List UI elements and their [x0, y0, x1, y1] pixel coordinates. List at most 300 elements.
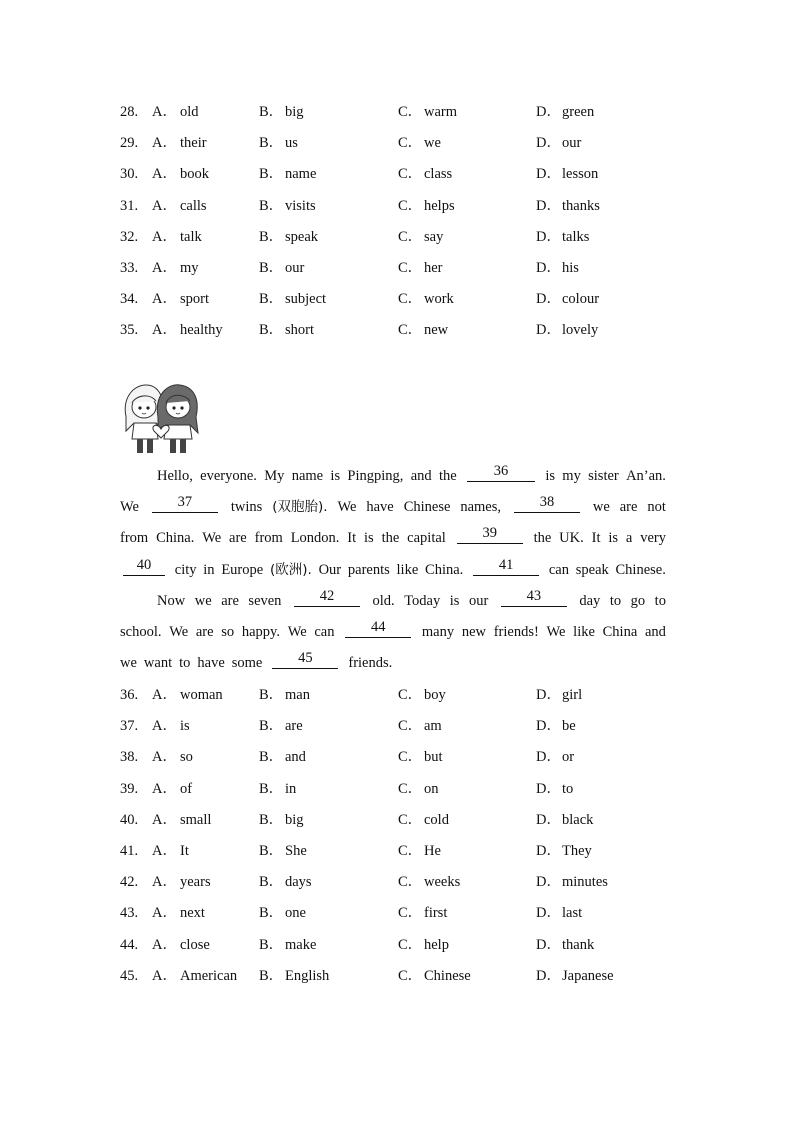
option-letter: D．	[536, 104, 561, 120]
option-text: last	[562, 905, 583, 922]
option-letter: A．	[152, 718, 177, 735]
option-letter: D．	[536, 687, 561, 703]
passage-word: like	[573, 623, 595, 640]
option-letter: A．	[152, 322, 177, 339]
passage-word: is	[608, 530, 619, 547]
option-text: on	[424, 780, 439, 797]
option-text: name	[285, 166, 317, 183]
option-letter: D．	[536, 228, 561, 245]
question-row	[120, 191, 720, 222]
option-letter: A．	[152, 811, 177, 828]
answer-blank-38[interactable]: 38	[514, 492, 580, 513]
passage-word: very	[640, 530, 666, 547]
option-letter: A．	[152, 687, 177, 703]
option-text: be	[562, 718, 576, 735]
option-letter: D．	[536, 291, 561, 308]
option-text: talks	[562, 228, 590, 245]
question-row	[120, 961, 720, 992]
option-a	[152, 680, 223, 711]
question-number: 30.	[120, 166, 139, 183]
option-text: or	[562, 749, 575, 766]
option-d	[536, 128, 581, 159]
option-b	[259, 836, 307, 867]
passage-word: have	[366, 499, 394, 516]
passage-word: We	[120, 499, 139, 516]
option-text: American	[180, 967, 238, 984]
option-a	[152, 961, 237, 992]
option-text: short	[285, 322, 314, 339]
option-d	[536, 253, 579, 284]
passage-word: a	[625, 530, 633, 547]
option-text: us	[285, 135, 298, 152]
passage-word: Hello,	[157, 468, 193, 484]
option-letter: C．	[398, 936, 423, 953]
option-text: her	[424, 259, 443, 276]
option-text: Japanese	[562, 967, 614, 984]
question-number: 42.	[120, 874, 139, 891]
option-text: are	[285, 718, 303, 735]
option-text: colour	[562, 291, 600, 308]
question-row	[120, 680, 720, 711]
option-text: calls	[180, 197, 207, 214]
passage-line	[120, 523, 666, 554]
passage-word: Now	[157, 592, 186, 609]
passage-word: Today	[404, 592, 441, 609]
question-row	[120, 315, 720, 346]
passage-line	[120, 617, 666, 648]
option-text: help	[424, 936, 449, 953]
passage-word: the	[381, 530, 400, 547]
passage-word: is	[449, 592, 460, 609]
passage-word: to	[179, 655, 191, 672]
option-b	[259, 128, 298, 159]
option-letter: A．	[152, 135, 177, 152]
option-c	[398, 711, 442, 742]
question-number: 34.	[120, 291, 139, 308]
question-number: 43.	[120, 905, 139, 922]
passage-word: speak	[575, 561, 609, 578]
option-text: Chinese	[424, 967, 471, 984]
option-text: big	[285, 104, 304, 120]
answer-blank-43[interactable]: 43	[501, 586, 567, 607]
question-row	[120, 97, 720, 128]
option-letter: B．	[259, 718, 284, 735]
passage-word: capital	[407, 530, 446, 547]
option-d	[536, 774, 573, 805]
option-a	[152, 805, 211, 836]
option-text: He	[424, 842, 441, 859]
option-letter: A．	[152, 259, 177, 276]
option-c	[398, 315, 448, 346]
passage-word: It	[347, 530, 357, 547]
passage-word: like	[396, 561, 419, 578]
option-text: next	[180, 905, 205, 922]
option-a	[152, 774, 192, 805]
option-letter: D．	[536, 166, 561, 183]
passage-word: An’an.	[626, 468, 666, 484]
option-text: cold	[424, 811, 449, 828]
option-letter: C．	[398, 322, 423, 339]
passage-word: from	[120, 530, 149, 547]
passage-word: school.	[120, 623, 162, 640]
option-text: English	[285, 967, 330, 984]
passage-word: can	[314, 623, 335, 640]
option-c	[398, 97, 457, 128]
question-number: 33.	[120, 259, 139, 276]
passage-word: and	[410, 468, 432, 484]
passage-word: We	[169, 623, 189, 640]
passage-word: in	[203, 561, 215, 578]
answer-blank-44[interactable]: 44	[345, 617, 411, 638]
twins-illustration	[120, 383, 202, 455]
option-a	[152, 711, 190, 742]
option-d	[536, 961, 614, 992]
option-text: boy	[424, 687, 446, 703]
passage-word: not	[647, 499, 666, 516]
passage-word: go	[630, 592, 646, 609]
passage-word: London.	[290, 530, 340, 547]
passage-line	[120, 461, 666, 492]
option-letter: B．	[259, 749, 284, 766]
passage-word: are	[221, 592, 239, 609]
question-number: 28.	[120, 104, 139, 120]
option-b	[259, 222, 318, 253]
option-text: close	[180, 936, 210, 953]
option-text: make	[285, 936, 317, 953]
option-letter: C．	[398, 104, 423, 120]
passage-word: We	[202, 530, 222, 547]
passage-word: the	[533, 530, 552, 547]
passage-word: we	[120, 655, 137, 672]
question-row	[120, 253, 720, 284]
option-c	[398, 222, 443, 253]
passage-word: We	[337, 499, 357, 516]
option-c	[398, 805, 449, 836]
option-b	[259, 742, 306, 773]
option-text: man	[285, 687, 310, 703]
passage-word: Our	[318, 561, 342, 578]
option-letter: D．	[536, 718, 561, 735]
option-text: days	[285, 874, 312, 891]
option-text: one	[285, 905, 306, 922]
option-text: new	[424, 322, 449, 339]
passage-word: China.	[425, 561, 464, 578]
option-letter: C．	[398, 967, 423, 984]
option-a	[152, 836, 189, 867]
option-c	[398, 191, 455, 222]
option-a	[152, 930, 210, 961]
option-letter: D．	[536, 842, 561, 859]
question-number: 36.	[120, 687, 139, 703]
passage-word: can	[548, 561, 569, 578]
option-text: our	[562, 135, 582, 152]
option-letter: C．	[398, 905, 423, 922]
question-row	[120, 742, 720, 773]
option-letter: A．	[152, 967, 177, 984]
option-c	[398, 742, 443, 773]
passage-word: from	[254, 530, 283, 547]
option-b	[259, 284, 326, 315]
option-text: in	[285, 780, 297, 797]
passage-word: Chinese	[403, 499, 451, 516]
question-row	[120, 836, 720, 867]
option-c	[398, 128, 441, 159]
option-a	[152, 222, 202, 253]
option-text: big	[285, 811, 304, 828]
option-letter: C．	[398, 718, 423, 735]
passage-word: seven	[248, 592, 282, 609]
passage-word: We	[287, 623, 307, 640]
option-b	[259, 97, 304, 128]
option-a	[152, 867, 211, 898]
option-letter: D．	[536, 905, 561, 922]
option-c	[398, 898, 447, 929]
option-letter: C．	[398, 135, 423, 152]
option-b	[259, 315, 314, 346]
passage-word: Chinese.	[615, 561, 666, 578]
option-a	[152, 128, 207, 159]
option-letter: B．	[259, 166, 284, 183]
option-text: of	[180, 780, 193, 797]
answer-blank-40[interactable]: 40	[123, 555, 165, 576]
option-b	[259, 774, 296, 805]
question-row	[120, 774, 720, 805]
passage-word: China.	[156, 530, 195, 547]
passage-word: twins	[230, 499, 263, 516]
option-text: lesson	[562, 166, 599, 183]
passage-word: sister	[588, 468, 619, 484]
option-letter: A．	[152, 166, 177, 183]
option-text: subject	[285, 291, 327, 308]
option-a	[152, 159, 209, 190]
option-text: so	[180, 749, 193, 766]
answer-blank-37[interactable]: 37	[152, 492, 218, 513]
passage-word: we	[194, 592, 212, 609]
option-a	[152, 253, 199, 284]
passage-line	[120, 555, 666, 586]
option-letter: C．	[398, 874, 423, 891]
question-list-28-35	[120, 97, 720, 347]
option-a	[152, 284, 209, 315]
question-number: 45.	[120, 967, 139, 984]
option-letter: A．	[152, 936, 177, 953]
option-letter: A．	[152, 874, 177, 891]
passage-word: is	[545, 468, 555, 484]
option-text: to	[562, 780, 574, 797]
option-letter: D．	[536, 936, 561, 953]
option-c	[398, 253, 443, 284]
passage-word: Pingping,	[347, 468, 404, 484]
option-letter: B．	[259, 291, 284, 308]
option-letter: B．	[259, 967, 284, 984]
option-text: class	[424, 166, 453, 183]
option-b	[259, 191, 316, 222]
passage-word: want	[143, 655, 173, 672]
option-text: green	[562, 104, 595, 120]
option-d	[536, 680, 582, 711]
option-letter: C．	[398, 197, 423, 214]
passage-line	[120, 648, 666, 679]
option-b	[259, 961, 329, 992]
option-d	[536, 222, 589, 253]
option-text: his	[562, 259, 579, 276]
option-c	[398, 774, 439, 805]
passage-word: friends!	[493, 623, 539, 640]
option-text: but	[424, 749, 443, 766]
option-letter: C．	[398, 228, 423, 245]
passage-word: city	[174, 561, 197, 578]
passage-word: our	[468, 592, 489, 609]
option-letter: D．	[536, 259, 561, 276]
option-a	[152, 191, 207, 222]
passage-word: are	[195, 623, 214, 640]
option-text: She	[285, 842, 307, 859]
option-letter: C．	[398, 749, 423, 766]
option-text: lovely	[562, 322, 599, 339]
option-letter: B．	[259, 197, 284, 214]
option-letter: A．	[152, 291, 177, 308]
question-number: 29.	[120, 135, 139, 152]
question-row	[120, 159, 720, 190]
option-c	[398, 867, 460, 898]
option-d	[536, 742, 574, 773]
passage-word: (欧洲).	[269, 561, 312, 578]
option-text: am	[424, 718, 442, 735]
option-text: warm	[424, 104, 458, 120]
option-letter: B．	[259, 811, 284, 828]
question-row	[120, 128, 720, 159]
passage-word: (双胞胎).	[272, 499, 328, 516]
option-text: sport	[180, 291, 209, 308]
option-letter: B．	[259, 135, 284, 152]
option-letter: C．	[398, 811, 423, 828]
option-b	[259, 680, 310, 711]
reading-passage	[120, 461, 666, 679]
option-letter: D．	[536, 874, 561, 891]
question-number: 41.	[120, 842, 139, 859]
passage-word: names,	[460, 499, 502, 516]
answer-blank-39[interactable]: 39	[457, 523, 523, 544]
answer-blank-41[interactable]: 41	[473, 555, 539, 576]
option-letter: D．	[536, 749, 561, 766]
option-letter: D．	[536, 811, 561, 828]
answer-blank-42[interactable]: 42	[294, 586, 360, 607]
passage-word: new	[461, 623, 486, 640]
option-text: weeks	[424, 874, 461, 891]
passage-word: many	[421, 623, 455, 640]
option-letter: C．	[398, 687, 423, 703]
option-text: say	[424, 228, 444, 245]
option-letter: C．	[398, 780, 423, 797]
option-d	[536, 191, 600, 222]
option-letter: A．	[152, 905, 177, 922]
option-letter: A．	[152, 842, 177, 859]
option-letter: A．	[152, 104, 177, 120]
option-c	[398, 159, 452, 190]
option-text: healthy	[180, 322, 223, 339]
passage-word: have	[197, 655, 225, 672]
option-text: thanks	[562, 197, 600, 214]
question-row	[120, 805, 720, 836]
option-d	[536, 711, 576, 742]
question-number: 44.	[120, 936, 139, 953]
option-d	[536, 284, 599, 315]
option-d	[536, 805, 593, 836]
option-c	[398, 680, 446, 711]
option-text: girl	[562, 687, 583, 703]
passage-word: day	[579, 592, 601, 609]
question-number: 32.	[120, 228, 139, 245]
question-number: 40.	[120, 811, 139, 828]
option-text: visits	[285, 197, 316, 214]
option-letter: C．	[398, 166, 423, 183]
option-a	[152, 742, 193, 773]
option-d	[536, 315, 598, 346]
option-d	[536, 898, 582, 929]
option-text: is	[180, 718, 190, 735]
option-letter: A．	[152, 197, 177, 214]
passage-word: It	[591, 530, 601, 547]
option-text: speak	[285, 228, 319, 245]
option-text: we	[424, 135, 441, 152]
passage-word: to	[654, 592, 666, 609]
passage-word: are	[229, 530, 247, 547]
option-letter: D．	[536, 322, 561, 339]
option-a	[152, 97, 199, 128]
answer-blank-36[interactable]: 36	[467, 461, 535, 482]
option-c	[398, 836, 441, 867]
passage-word: we	[592, 499, 610, 516]
option-text: book	[180, 166, 209, 183]
passage-word: friends.	[348, 655, 393, 672]
option-letter: B．	[259, 687, 284, 703]
option-text: helps	[424, 197, 455, 214]
passage-line	[120, 492, 666, 523]
option-text: It	[180, 842, 189, 859]
passage-word: the	[438, 468, 457, 484]
option-text: woman	[180, 687, 223, 703]
question-row	[120, 867, 720, 898]
option-d	[536, 97, 594, 128]
option-letter: D．	[536, 967, 561, 984]
question-row	[120, 711, 720, 742]
passage-word: and	[644, 623, 666, 640]
passage-word: my	[562, 468, 581, 484]
passage-word: UK.	[559, 530, 584, 547]
option-text: and	[285, 749, 306, 766]
option-c	[398, 930, 449, 961]
passage-word: so	[221, 623, 235, 640]
option-text: black	[562, 811, 594, 828]
option-text: my	[180, 259, 199, 276]
passage-word: China	[602, 623, 638, 640]
passage-word: some	[231, 655, 263, 672]
option-text: years	[180, 874, 211, 891]
option-b	[259, 159, 316, 190]
twin-girls-image	[120, 383, 202, 455]
option-c	[398, 961, 471, 992]
option-letter: B．	[259, 780, 284, 797]
option-text: They	[562, 842, 592, 859]
passage-line	[120, 586, 666, 617]
question-number: 39.	[120, 780, 139, 797]
answer-blank-45[interactable]: 45	[272, 648, 338, 669]
passage-word: happy.	[241, 623, 280, 640]
question-row	[120, 898, 720, 929]
option-a	[152, 898, 205, 929]
option-letter: B．	[259, 104, 284, 120]
option-text: old	[180, 104, 199, 120]
